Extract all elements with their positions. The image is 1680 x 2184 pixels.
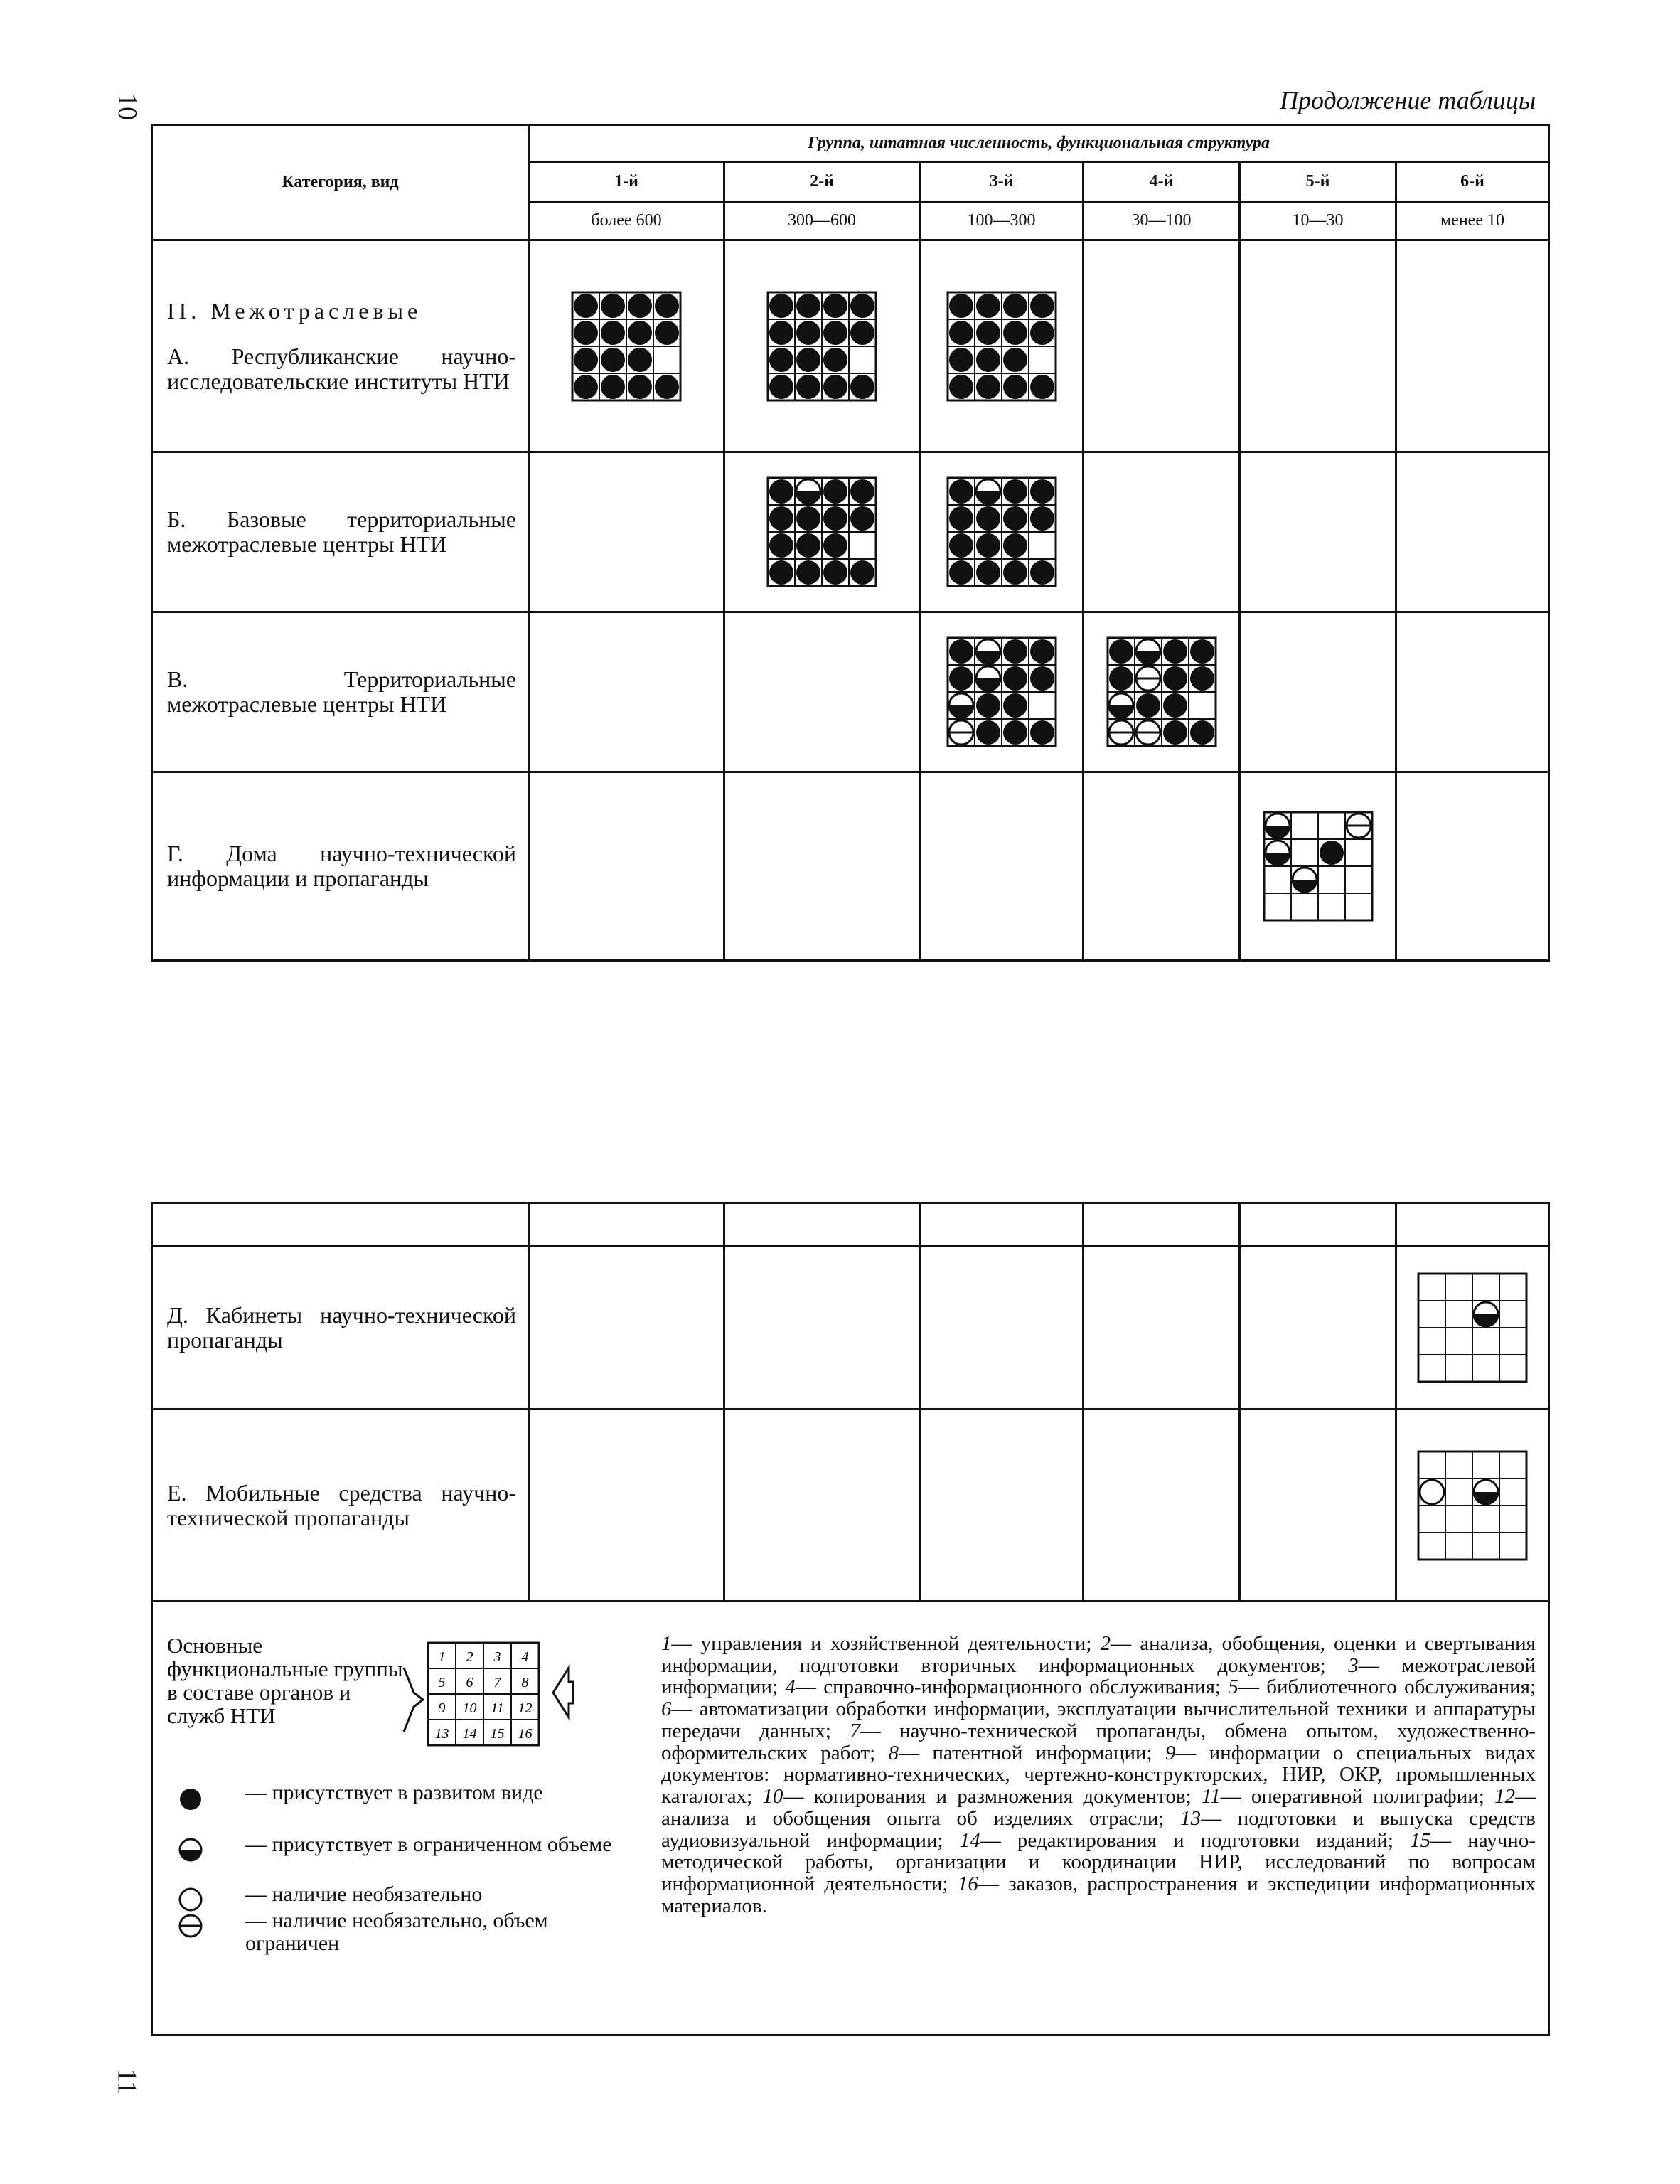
developed-icon [976, 720, 1000, 745]
note-number: 7 [850, 1719, 860, 1742]
function-number: 9 [438, 1700, 446, 1716]
function-number: 4 [521, 1649, 529, 1665]
developed-icon [769, 321, 793, 345]
note-number: 11 [1201, 1785, 1221, 1809]
developed-icon [1003, 479, 1027, 504]
limited-icon [976, 666, 1000, 691]
developed-icon [574, 375, 598, 399]
group-range-3: 100—300 [920, 202, 1084, 240]
developed-icon [823, 348, 847, 372]
developed-icon [850, 375, 874, 399]
developed-icon [574, 348, 598, 372]
developed-icon [1003, 720, 1027, 745]
developed-icon [628, 321, 652, 345]
legend-half-icon [178, 1837, 203, 1863]
limited-icon [976, 639, 1000, 664]
developed-icon [850, 321, 874, 345]
developed-icon [1030, 321, 1054, 345]
developed-icon [1109, 666, 1133, 691]
function-matrix [766, 291, 877, 402]
limited-icon [1266, 841, 1290, 865]
brace-icon [398, 1664, 427, 1735]
optional-limited-icon [1136, 720, 1160, 745]
developed-icon [976, 693, 1000, 718]
function-number: 8 [521, 1675, 529, 1690]
developed-icon [1030, 720, 1054, 745]
developed-icon [628, 348, 652, 372]
developed-icon [823, 560, 847, 585]
developed-icon [1190, 639, 1214, 664]
table-row [152, 612, 1549, 772]
note-text: — научно-технической пропаганды, обмена опытом, художественно-оформительских работ; [661, 1719, 1536, 1764]
note-text: — подготовки и выпуска средств аудиовизуальной информации; [661, 1806, 1536, 1852]
developed-icon [823, 533, 847, 558]
limited-icon [180, 1839, 201, 1860]
developed-icon [796, 506, 820, 531]
developed-icon [769, 506, 793, 531]
developed-icon [1003, 560, 1027, 585]
developed-icon [1003, 348, 1027, 372]
note-number: 15 [1410, 1828, 1431, 1852]
developed-icon [796, 560, 820, 585]
group-name-3: 3-й [920, 162, 1084, 202]
developed-icon [769, 375, 793, 399]
table-row [152, 1410, 1549, 1602]
table-row [152, 1246, 1549, 1410]
row-label-v: В. Территориальные межотраслевые центры НТИ [152, 612, 529, 772]
note-number: 8 [888, 1741, 899, 1764]
group-range-2: 300—600 [724, 202, 920, 240]
developed-icon [574, 321, 598, 345]
row-label-a: А. Республиканские научно-исследовательские институты НТИ [167, 343, 516, 394]
function-matrix [946, 636, 1057, 747]
table-caption: Продолжение таблицы [1280, 86, 1536, 114]
note-text: — автоматизации обработки информации, эксплуатации вычислительной техники и аппаратуры передачи данных; [661, 1698, 1536, 1742]
developed-icon [655, 294, 679, 318]
function-matrix [571, 291, 682, 402]
group-name-2: 2-й [724, 162, 920, 202]
developed-icon [574, 294, 598, 318]
optional-limited-icon [1136, 666, 1160, 691]
legend-minus-icon [178, 1913, 203, 1939]
optional-limited-icon [1109, 720, 1133, 745]
function-matrix [1106, 636, 1217, 747]
limited-icon [1474, 1480, 1498, 1504]
note-number: 9 [1165, 1741, 1176, 1764]
developed-icon [1163, 666, 1187, 691]
developed-icon [628, 294, 652, 318]
developed-icon [949, 666, 973, 691]
developed-icon [949, 506, 973, 531]
note-text: — библиотечного обслуживания; [1238, 1676, 1536, 1699]
developed-icon [601, 375, 625, 399]
developed-icon [796, 375, 820, 399]
limited-icon [796, 479, 820, 504]
note-text: — справочно-информационного обслуживания; [795, 1676, 1229, 1699]
group-name-5: 5-й [1240, 162, 1396, 202]
developed-icon [1163, 693, 1187, 718]
group-range-4: 30—100 [1084, 202, 1240, 240]
developed-icon [1003, 294, 1027, 318]
developed-icon [976, 321, 1000, 345]
function-number: 13 [434, 1726, 449, 1742]
developed-icon [850, 479, 874, 504]
developed-icon [1030, 666, 1054, 691]
developed-icon [769, 533, 793, 558]
note-number: 12 [1494, 1785, 1515, 1809]
legend-empty-text: — наличие необязательно [245, 1882, 483, 1906]
note-text: — редактирования и подготовки изданий; [980, 1828, 1411, 1852]
group-range-6: менее 10 [1396, 202, 1549, 240]
limited-icon [976, 479, 1000, 504]
note-text: — информации о специальных видах документов: нормативно-технических, чертежно-конструкторских, НИР, ОКР, промышленных каталогах; [661, 1741, 1536, 1809]
developed-icon [601, 321, 625, 345]
note-number: 4 [785, 1676, 796, 1699]
row-label-g: Г. Дома научно-технической информации и пропаганды [152, 772, 529, 961]
developed-icon [1136, 693, 1160, 718]
legend-full-icon [178, 1786, 203, 1812]
developed-icon [796, 533, 820, 558]
row-label-b: Б. Базовые территориальные межотраслевые центры НТИ [152, 452, 529, 612]
row-label-d: Д. Кабинеты научно-технической пропаганды [152, 1246, 529, 1410]
developed-icon [1003, 533, 1027, 558]
developed-icon [949, 533, 973, 558]
groups-caption: Основные функциональные группы в составе органов и служб НТИ [167, 1633, 403, 1728]
note-number: 1 [661, 1632, 672, 1655]
note-number: 3 [1348, 1653, 1359, 1677]
limited-icon [1109, 693, 1133, 718]
developed-icon [1003, 666, 1027, 691]
function-number: 7 [493, 1675, 501, 1690]
developed-icon [1003, 321, 1027, 345]
note-text: — межотраслевой информации; [661, 1653, 1536, 1699]
table-row [152, 452, 1549, 612]
developed-icon [769, 294, 793, 318]
developed-icon [850, 560, 874, 585]
developed-icon [1030, 560, 1054, 585]
developed-icon [1003, 639, 1027, 664]
function-number: 6 [466, 1675, 473, 1690]
main-table-top [151, 124, 1550, 962]
developed-icon [1003, 375, 1027, 399]
note-number: 5 [1228, 1676, 1238, 1699]
optional-icon [1420, 1480, 1444, 1504]
developed-icon [823, 506, 847, 531]
developed-icon [976, 506, 1000, 531]
developed-icon [601, 348, 625, 372]
function-number: 10 [462, 1700, 477, 1716]
developed-icon [976, 560, 1000, 585]
note-number: 14 [959, 1828, 980, 1852]
developed-icon [769, 560, 793, 585]
developed-icon [655, 321, 679, 345]
limited-icon [1293, 868, 1317, 892]
developed-icon [823, 375, 847, 399]
developed-icon [949, 321, 973, 345]
note-text: — научно-методической работы, организации и координации НИР, исследований по вопросам информационной деятельности; [661, 1828, 1536, 1896]
note-text: — оперативной полиграфии; [1220, 1785, 1494, 1809]
group-header: Группа, штатная численность, функциональная структура [529, 125, 1549, 162]
function-matrix [1263, 811, 1374, 922]
developed-icon [1109, 639, 1133, 664]
function-number-grid [427, 1641, 540, 1747]
note-text: — управления и хозяйственной деятельности; [671, 1632, 1101, 1655]
limited-icon [1136, 639, 1160, 664]
developed-icon [949, 479, 973, 504]
function-number: 14 [462, 1726, 477, 1742]
section-title: II. Межотраслевые [167, 297, 422, 324]
row-label-e: Е. Мобильные средства научно-технической пропаганды [152, 1410, 529, 1602]
note-text: — анализа, обобщения, оценки и свертывания информации, подготовки вторичных информационных документов; [661, 1632, 1536, 1677]
row-label [152, 240, 529, 452]
developed-icon [850, 506, 874, 531]
function-matrix [1417, 1450, 1528, 1561]
developed-icon [601, 294, 625, 318]
note-text: — анализа и обобщения опыта об изделиях отрасли; [661, 1785, 1536, 1830]
developed-icon [769, 348, 793, 372]
function-number: 2 [466, 1649, 473, 1665]
note-text: — копирования и размножения документов; [783, 1785, 1202, 1809]
note-number: 16 [957, 1873, 978, 1896]
note-text: — патентной информации; [899, 1741, 1165, 1764]
table-row [152, 772, 1549, 961]
developed-icon [823, 321, 847, 345]
developed-icon [1190, 666, 1214, 691]
developed-icon [769, 479, 793, 504]
limited-icon [1474, 1302, 1498, 1326]
note-text: — заказов, распространения и экспедиции информационных материалов. [661, 1873, 1536, 1917]
note-number: 10 [762, 1785, 783, 1809]
function-matrix [1417, 1272, 1528, 1383]
developed-icon [949, 348, 973, 372]
note-number: 2 [1100, 1632, 1111, 1655]
legend-minus-text: — наличие необязательно, объем ограничен [245, 1909, 548, 1956]
developed-icon [976, 294, 1000, 318]
developed-icon [823, 479, 847, 504]
developed-icon [1163, 639, 1187, 664]
developed-icon [949, 375, 973, 399]
group-name-1: 1-й [529, 162, 724, 202]
developed-icon [1003, 693, 1027, 718]
developed-icon [949, 639, 973, 664]
function-matrix [946, 291, 1057, 402]
legend-empty-icon [178, 1887, 203, 1912]
developed-icon [1030, 506, 1054, 531]
function-number: 16 [518, 1726, 533, 1742]
function-number: 3 [493, 1649, 501, 1665]
function-matrix [766, 476, 877, 587]
developed-icon [949, 294, 973, 318]
group-range-5: 10—30 [1240, 202, 1396, 240]
developed-icon [655, 375, 679, 399]
developed-icon [1163, 720, 1187, 745]
developed-icon [976, 348, 1000, 372]
developed-icon [1190, 720, 1214, 745]
limited-icon [949, 693, 973, 718]
developed-icon [823, 294, 847, 318]
legend-half-text: — присутствует в ограниченном объеме [245, 1833, 612, 1856]
developed-icon [1030, 294, 1054, 318]
developed-icon [850, 294, 874, 318]
legend-full-text: — присутствует в развитом виде [245, 1781, 543, 1804]
developed-icon [1030, 479, 1054, 504]
function-number: 11 [491, 1700, 504, 1716]
function-number: 12 [518, 1700, 533, 1716]
developed-icon [1003, 506, 1027, 531]
category-header: Категория, вид [152, 125, 529, 240]
page-number-top: 10 [112, 93, 142, 120]
group-name-4: 4-й [1084, 162, 1240, 202]
optional-limited-icon [1347, 814, 1371, 838]
group-name-6: 6-й [1396, 162, 1549, 202]
optional-limited-icon [949, 720, 973, 745]
developed-icon [796, 348, 820, 372]
limited-icon [1266, 814, 1290, 838]
developed-icon [949, 560, 973, 585]
function-number: 15 [490, 1726, 505, 1742]
developed-icon [976, 533, 1000, 558]
page-number-bottom: 11 [112, 2068, 142, 2095]
function-number: 5 [438, 1675, 446, 1690]
arrow-left-icon [547, 1661, 576, 1725]
developed-icon [1030, 639, 1054, 664]
function-matrix [946, 476, 1057, 587]
group-range-1: более 600 [529, 202, 724, 240]
function-notes [661, 1633, 1536, 1917]
developed-icon [976, 375, 1000, 399]
function-number: 1 [438, 1649, 446, 1665]
note-number: 13 [1180, 1806, 1202, 1830]
note-number: 6 [661, 1698, 672, 1721]
developed-icon [796, 294, 820, 318]
developed-icon [1320, 841, 1344, 865]
table-row [152, 240, 1549, 452]
developed-icon [628, 375, 652, 399]
developed-icon [1030, 375, 1054, 399]
developed-icon [796, 321, 820, 345]
